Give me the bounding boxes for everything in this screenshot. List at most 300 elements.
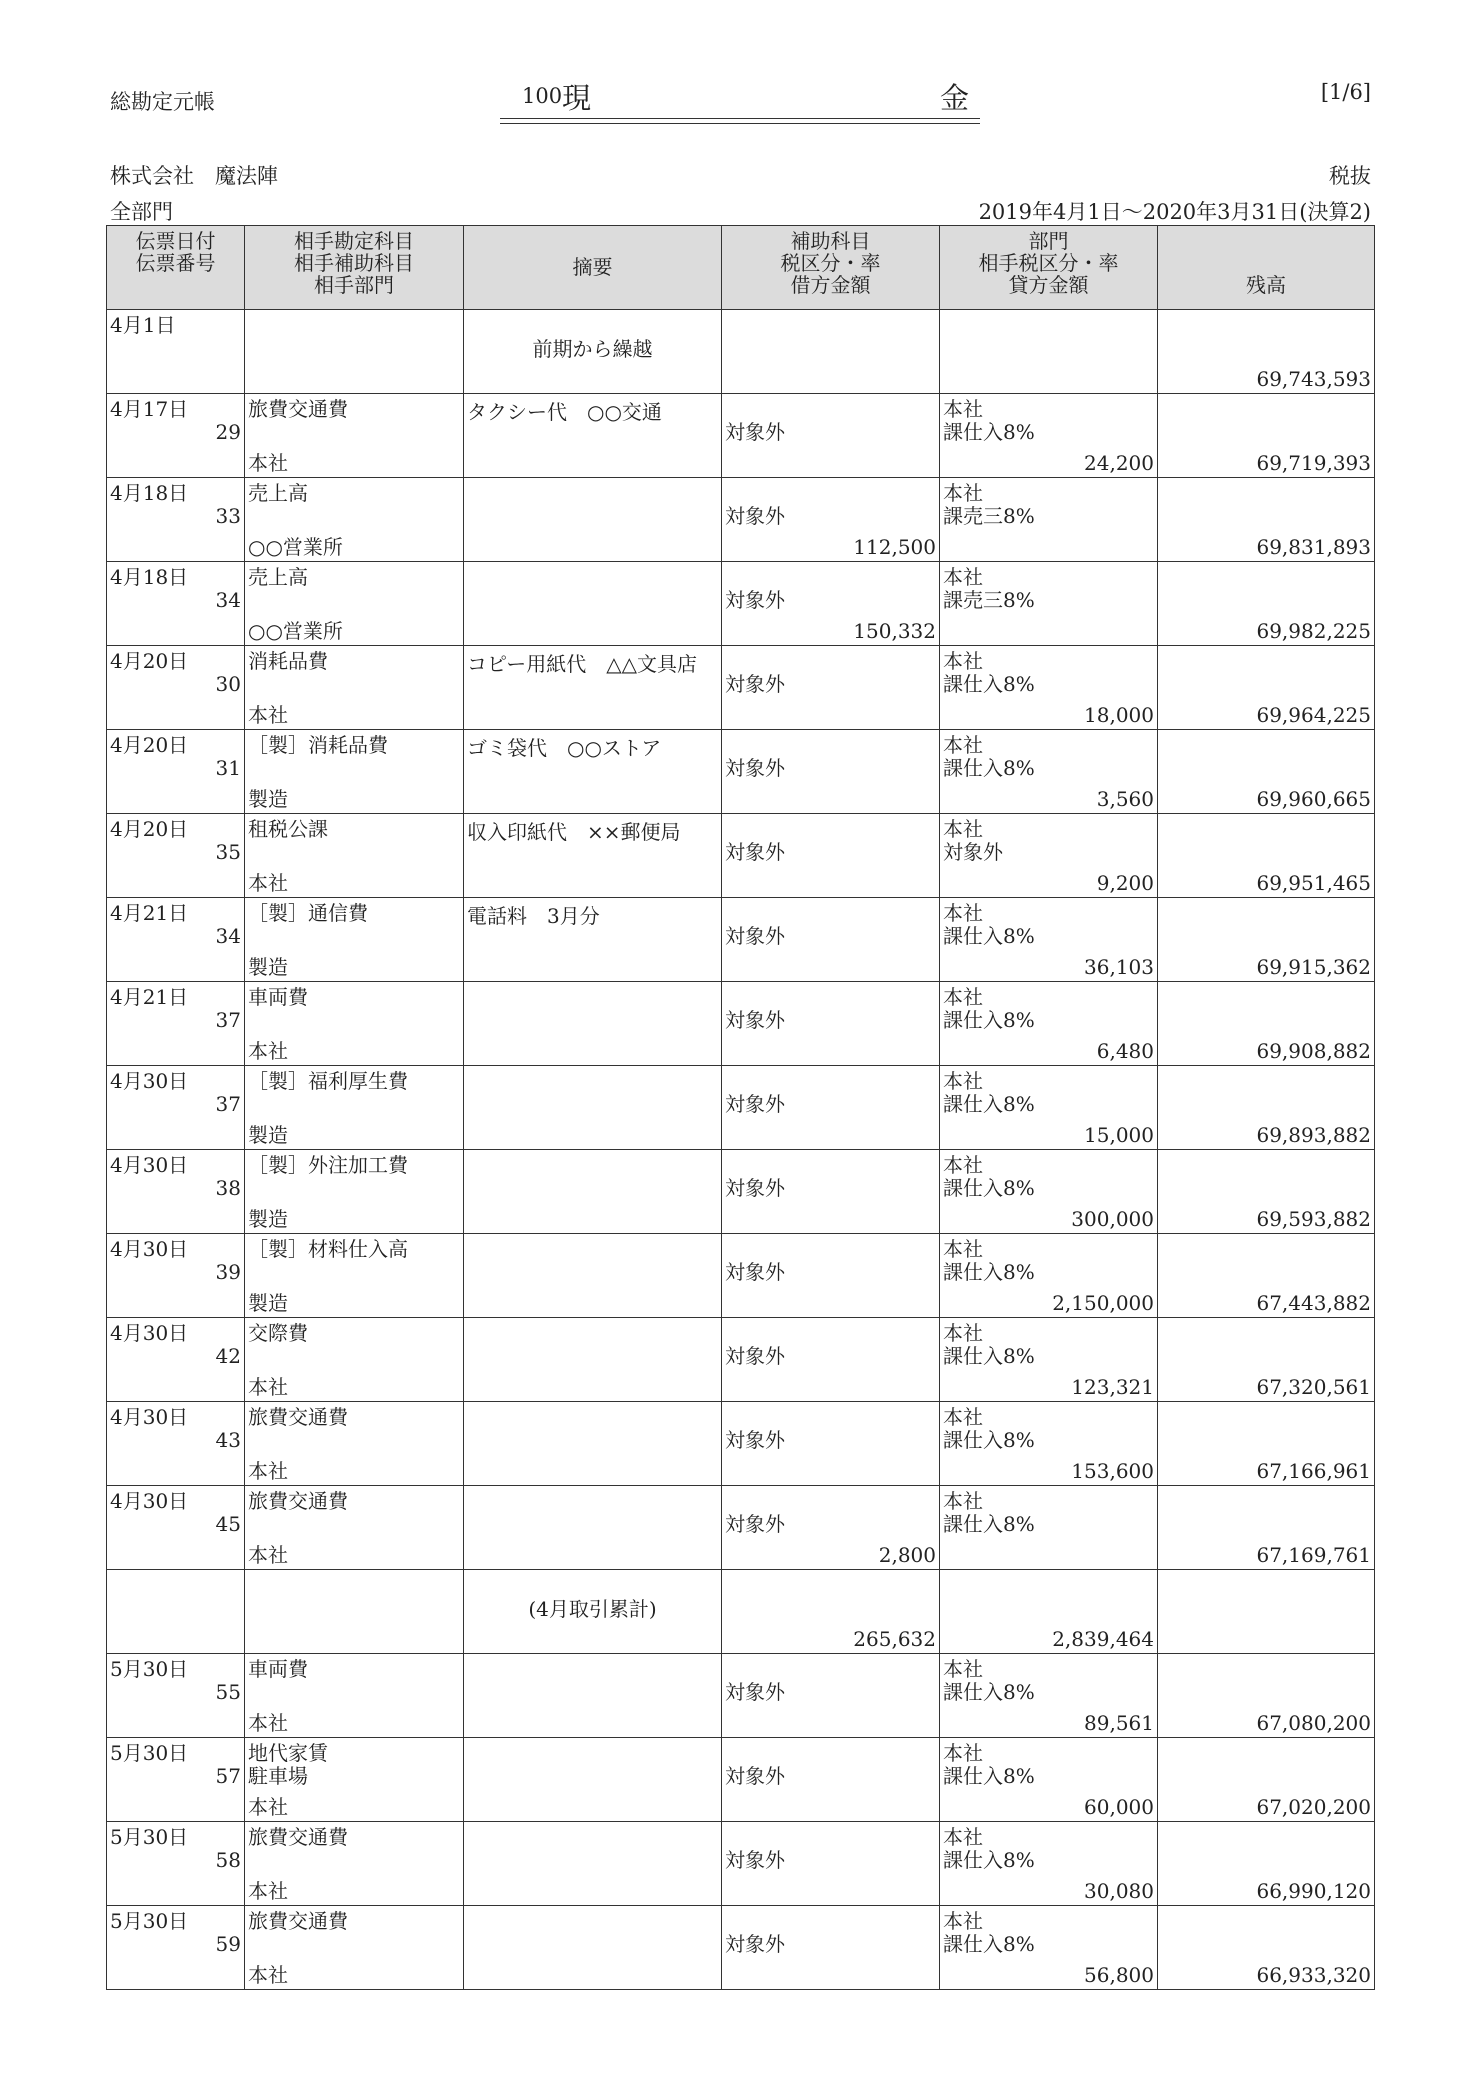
cell-debit bbox=[722, 1570, 940, 1654]
tax-category: 対象外 bbox=[725, 504, 785, 528]
cell-memo bbox=[464, 1822, 722, 1906]
memo-text: コピー用紙代 △△文具店 bbox=[467, 652, 697, 676]
voucher-date: 4月20日 bbox=[110, 649, 189, 673]
cell-credit bbox=[940, 1738, 1158, 1822]
counter-account: 旅費交通費 bbox=[248, 1909, 348, 1933]
credit-amount: 153,600 bbox=[1071, 1459, 1154, 1483]
balance-amount: 66,990,120 bbox=[1256, 1879, 1371, 1903]
cell-debit bbox=[722, 562, 940, 646]
cell-credit bbox=[940, 478, 1158, 562]
counter-tax-category: 課仕入8% bbox=[943, 1176, 1035, 1200]
header-label: 伝票番号 bbox=[135, 251, 216, 275]
department: 本社 bbox=[943, 1321, 983, 1345]
counter-account: ［製］材料仕入高 bbox=[248, 1237, 408, 1261]
counter-department: 本社 bbox=[248, 1543, 288, 1567]
account-name-2: 金 bbox=[940, 81, 970, 115]
counter-department: 本社 bbox=[248, 1375, 288, 1399]
cell-balance bbox=[1158, 1654, 1375, 1738]
voucher-number: 38 bbox=[215, 1176, 241, 1200]
cell-memo bbox=[464, 1150, 722, 1234]
cell-credit bbox=[940, 1234, 1158, 1318]
voucher-number: 42 bbox=[215, 1344, 241, 1368]
counter-department: 本社 bbox=[248, 703, 288, 727]
cell-date bbox=[107, 1822, 245, 1906]
counter-account: 旅費交通費 bbox=[248, 1489, 348, 1513]
cell-date bbox=[107, 1402, 245, 1486]
counter-department: 製造 bbox=[248, 1207, 288, 1231]
cell-credit bbox=[940, 1906, 1158, 1990]
table-row bbox=[107, 646, 1375, 730]
header-label: 借方金額 bbox=[790, 273, 871, 297]
cell-date bbox=[107, 478, 245, 562]
tax-category: 対象外 bbox=[725, 588, 785, 612]
credit-amount: 123,321 bbox=[1071, 1375, 1154, 1399]
counter-tax-category: 対象外 bbox=[943, 840, 1003, 864]
cell-memo bbox=[464, 310, 722, 394]
counter-sub-account: 駐車場 bbox=[248, 1764, 308, 1788]
header-label: 相手部門 bbox=[314, 273, 394, 297]
voucher-number: 31 bbox=[215, 756, 241, 780]
department: 本社 bbox=[943, 901, 983, 925]
credit-amount: 15,000 bbox=[1084, 1123, 1154, 1147]
counter-account: 旅費交通費 bbox=[248, 1825, 348, 1849]
debit-amount: 265,632 bbox=[853, 1627, 936, 1651]
cell-account bbox=[245, 1822, 464, 1906]
cell-memo bbox=[464, 1318, 722, 1402]
cell-credit bbox=[940, 814, 1158, 898]
cell-account bbox=[245, 1318, 464, 1402]
cell-balance bbox=[1158, 1402, 1375, 1486]
voucher-number: 37 bbox=[215, 1092, 241, 1116]
cell-debit bbox=[722, 1150, 940, 1234]
voucher-date: 4月18日 bbox=[110, 565, 189, 589]
cell-account bbox=[245, 1402, 464, 1486]
counter-account: 車両費 bbox=[248, 985, 308, 1009]
voucher-number: 34 bbox=[215, 588, 241, 612]
voucher-date: 4月30日 bbox=[110, 1489, 189, 1513]
table-row bbox=[107, 1402, 1375, 1486]
counter-account: 売上高 bbox=[248, 481, 308, 505]
tax-category: 対象外 bbox=[725, 1680, 785, 1704]
balance-amount: 69,893,882 bbox=[1256, 1123, 1371, 1147]
balance-amount: 67,020,200 bbox=[1256, 1795, 1371, 1819]
balance-amount: 67,443,882 bbox=[1256, 1291, 1371, 1315]
cell-debit bbox=[722, 1486, 940, 1570]
cell-date bbox=[107, 1486, 245, 1570]
voucher-date: 4月30日 bbox=[110, 1405, 189, 1429]
counter-account: 旅費交通費 bbox=[248, 1405, 348, 1429]
table-row bbox=[107, 1906, 1375, 1990]
department: 本社 bbox=[943, 1237, 983, 1261]
voucher-number: 29 bbox=[215, 420, 241, 444]
cell-date bbox=[107, 814, 245, 898]
balance-amount: 69,719,393 bbox=[1256, 451, 1371, 475]
cell-date bbox=[107, 1906, 245, 1990]
voucher-date: 4月20日 bbox=[110, 733, 189, 757]
counter-account: 租税公課 bbox=[248, 817, 328, 841]
cell-account bbox=[245, 310, 464, 394]
counter-tax-category: 課仕入8% bbox=[943, 1932, 1035, 1956]
cell-account bbox=[245, 730, 464, 814]
credit-amount: 3,560 bbox=[1096, 787, 1154, 811]
cell-date bbox=[107, 1318, 245, 1402]
account-name-1: 現 bbox=[562, 81, 592, 115]
table-row bbox=[107, 1486, 1375, 1570]
cell-balance bbox=[1158, 730, 1375, 814]
department: 本社 bbox=[943, 1153, 983, 1177]
counter-tax-category: 課仕入8% bbox=[943, 420, 1035, 444]
table-header-row bbox=[107, 226, 1375, 310]
col-balance-header bbox=[1158, 226, 1375, 310]
cell-memo bbox=[464, 814, 722, 898]
balance-amount: 67,169,761 bbox=[1256, 1543, 1371, 1567]
counter-department: 製造 bbox=[248, 1291, 288, 1315]
balance-amount: 67,320,561 bbox=[1256, 1375, 1371, 1399]
counter-tax-category: 課仕入8% bbox=[943, 1092, 1035, 1116]
table-row bbox=[107, 562, 1375, 646]
credit-amount: 30,080 bbox=[1084, 1879, 1154, 1903]
debit-amount: 2,800 bbox=[878, 1543, 936, 1567]
balance-amount: 67,166,961 bbox=[1256, 1459, 1371, 1483]
voucher-date: 5月30日 bbox=[110, 1825, 189, 1849]
cell-debit bbox=[722, 1402, 940, 1486]
table-row bbox=[107, 1066, 1375, 1150]
cell-date bbox=[107, 310, 245, 394]
department: 本社 bbox=[943, 397, 983, 421]
voucher-date: 4月18日 bbox=[110, 481, 189, 505]
credit-amount: 24,200 bbox=[1084, 451, 1154, 475]
cell-balance bbox=[1158, 1066, 1375, 1150]
cell-account bbox=[245, 1570, 464, 1654]
cell-credit bbox=[940, 1318, 1158, 1402]
cell-date bbox=[107, 394, 245, 478]
voucher-number: 39 bbox=[215, 1260, 241, 1284]
cell-debit bbox=[722, 730, 940, 814]
cell-memo bbox=[464, 646, 722, 730]
cell-balance bbox=[1158, 478, 1375, 562]
cell-account bbox=[245, 1486, 464, 1570]
department: 本社 bbox=[943, 481, 983, 505]
cell-balance bbox=[1158, 394, 1375, 478]
cell-debit bbox=[722, 478, 940, 562]
cell-credit bbox=[940, 730, 1158, 814]
header-label: 伝票日付 bbox=[135, 229, 216, 253]
title-underline-double bbox=[500, 123, 980, 124]
summary-row bbox=[107, 1570, 1375, 1654]
cell-balance bbox=[1158, 310, 1375, 394]
credit-amount: 6,480 bbox=[1096, 1039, 1154, 1063]
voucher-date: 4月30日 bbox=[110, 1321, 189, 1345]
cell-credit bbox=[940, 310, 1158, 394]
tax-category: 対象外 bbox=[725, 840, 785, 864]
cell-memo bbox=[464, 1738, 722, 1822]
credit-amount: 2,839,464 bbox=[1052, 1627, 1154, 1651]
cell-date bbox=[107, 1150, 245, 1234]
header-label: 相手勘定科目 bbox=[294, 229, 414, 253]
counter-department: 本社 bbox=[248, 871, 288, 895]
balance-amount: 69,908,882 bbox=[1256, 1039, 1371, 1063]
cell-debit bbox=[722, 898, 940, 982]
cell-debit bbox=[722, 1822, 940, 1906]
counter-tax-category: 課売三8% bbox=[943, 588, 1035, 612]
table-row bbox=[107, 478, 1375, 562]
department: 本社 bbox=[943, 649, 983, 673]
department: 本社 bbox=[943, 1825, 983, 1849]
cell-account bbox=[245, 1906, 464, 1990]
department: 本社 bbox=[943, 565, 983, 589]
cell-debit bbox=[722, 646, 940, 730]
table-row bbox=[107, 1654, 1375, 1738]
cell-account bbox=[245, 982, 464, 1066]
cell-date bbox=[107, 1066, 245, 1150]
col-credit-header bbox=[940, 226, 1158, 310]
counter-department: 本社 bbox=[248, 1039, 288, 1063]
cell-account bbox=[245, 646, 464, 730]
counter-account: ［製］外注加工費 bbox=[248, 1153, 408, 1177]
voucher-date: 4月30日 bbox=[110, 1153, 189, 1177]
cell-credit bbox=[940, 898, 1158, 982]
voucher-number: 58 bbox=[215, 1848, 241, 1872]
cell-memo bbox=[464, 478, 722, 562]
cell-account bbox=[245, 1150, 464, 1234]
cell-credit bbox=[940, 1822, 1158, 1906]
cell-credit bbox=[940, 1486, 1158, 1570]
voucher-number: 37 bbox=[215, 1008, 241, 1032]
department: 本社 bbox=[943, 817, 983, 841]
tax-category: 対象外 bbox=[725, 1512, 785, 1536]
counter-department: 製造 bbox=[248, 787, 288, 811]
tax-category: 対象外 bbox=[725, 1176, 785, 1200]
counter-department: 本社 bbox=[248, 1795, 288, 1819]
voucher-date: 4月30日 bbox=[110, 1237, 189, 1261]
voucher-number: 34 bbox=[215, 924, 241, 948]
tax-category: 対象外 bbox=[725, 1092, 785, 1116]
counter-tax-category: 課仕入8% bbox=[943, 1344, 1035, 1368]
cell-credit bbox=[940, 394, 1158, 478]
counter-tax-category: 課仕入8% bbox=[943, 1428, 1035, 1452]
cell-credit bbox=[940, 646, 1158, 730]
voucher-number: 35 bbox=[215, 840, 241, 864]
cell-account bbox=[245, 1234, 464, 1318]
cell-date bbox=[107, 1738, 245, 1822]
credit-amount: 9,200 bbox=[1096, 871, 1154, 895]
cell-balance bbox=[1158, 1234, 1375, 1318]
tax-category: 対象外 bbox=[725, 672, 785, 696]
credit-amount: 60,000 bbox=[1084, 1795, 1154, 1819]
voucher-number: 43 bbox=[215, 1428, 241, 1452]
voucher-number: 59 bbox=[215, 1932, 241, 1956]
counter-account: 交際費 bbox=[248, 1321, 308, 1345]
col-debit-header bbox=[722, 226, 940, 310]
voucher-number: 45 bbox=[215, 1512, 241, 1536]
cell-memo bbox=[464, 982, 722, 1066]
cell-memo bbox=[464, 1234, 722, 1318]
counter-account: 消耗品費 bbox=[248, 649, 328, 673]
cell-date bbox=[107, 562, 245, 646]
credit-amount: 56,800 bbox=[1084, 1963, 1154, 1987]
table-row bbox=[107, 1150, 1375, 1234]
balance-amount: 69,743,593 bbox=[1256, 367, 1371, 391]
company-name: 株式会社 魔法陣 bbox=[110, 164, 278, 188]
cell-date bbox=[107, 1234, 245, 1318]
tax-category: 対象外 bbox=[725, 1932, 785, 1956]
cell-balance bbox=[1158, 1738, 1375, 1822]
cell-credit bbox=[940, 1570, 1158, 1654]
summary-label: (4月取引累計) bbox=[528, 1597, 657, 1621]
header-label: 部門 bbox=[1028, 229, 1069, 253]
cell-account bbox=[245, 562, 464, 646]
memo-text: 前期から繰越 bbox=[532, 337, 653, 361]
counter-department: 本社 bbox=[248, 1879, 288, 1903]
title-underline bbox=[500, 118, 980, 119]
voucher-date: 4月1日 bbox=[110, 313, 176, 337]
cell-balance bbox=[1158, 1822, 1375, 1906]
memo-text: 電話料 3月分 bbox=[467, 904, 600, 928]
debit-amount: 150,332 bbox=[853, 619, 936, 643]
credit-amount: 36,103 bbox=[1084, 955, 1154, 979]
cell-account bbox=[245, 478, 464, 562]
balance-amount: 66,933,320 bbox=[1256, 1963, 1371, 1987]
cell-balance bbox=[1158, 1486, 1375, 1570]
cell-balance bbox=[1158, 1318, 1375, 1402]
counter-account: 地代家賃 bbox=[248, 1741, 328, 1765]
counter-tax-category: 課売三8% bbox=[943, 504, 1035, 528]
memo-text: タクシー代 ○○交通 bbox=[467, 400, 662, 424]
cell-account bbox=[245, 1654, 464, 1738]
voucher-date: 5月30日 bbox=[110, 1741, 189, 1765]
voucher-date: 5月30日 bbox=[110, 1909, 189, 1933]
department: 本社 bbox=[943, 1657, 983, 1681]
department: 本社 bbox=[943, 1405, 983, 1429]
ledger-title: 総勘定元帳 bbox=[110, 90, 215, 114]
header-label: 残高 bbox=[1246, 273, 1286, 297]
tax-category: 対象外 bbox=[725, 1848, 785, 1872]
cell-memo bbox=[464, 562, 722, 646]
cell-date bbox=[107, 646, 245, 730]
cell-date bbox=[107, 1654, 245, 1738]
department: 本社 bbox=[943, 1069, 983, 1093]
counter-account: ［製］福利厚生費 bbox=[248, 1069, 408, 1093]
cell-date bbox=[107, 898, 245, 982]
cell-credit bbox=[940, 982, 1158, 1066]
col-date-header bbox=[107, 226, 245, 310]
balance-amount: 69,960,665 bbox=[1256, 787, 1371, 811]
cell-debit bbox=[722, 394, 940, 478]
counter-tax-category: 課仕入8% bbox=[943, 672, 1035, 696]
balance-amount: 69,982,225 bbox=[1256, 619, 1371, 643]
memo-text: ゴミ袋代 ○○ストア bbox=[467, 736, 662, 760]
tax-category: 対象外 bbox=[725, 1008, 785, 1032]
header-label: 貸方金額 bbox=[1008, 273, 1089, 297]
tax-category: 対象外 bbox=[725, 1428, 785, 1452]
cell-memo bbox=[464, 1906, 722, 1990]
counter-account: ［製］通信費 bbox=[248, 901, 368, 925]
cell-balance bbox=[1158, 814, 1375, 898]
voucher-date: 4月30日 bbox=[110, 1069, 189, 1093]
debit-amount: 112,500 bbox=[853, 535, 936, 559]
cell-account bbox=[245, 1066, 464, 1150]
balance-amount: 69,915,362 bbox=[1256, 955, 1371, 979]
counter-department: ○○営業所 bbox=[248, 535, 343, 559]
table-row bbox=[107, 730, 1375, 814]
voucher-date: 5月30日 bbox=[110, 1657, 189, 1681]
balance-amount: 67,080,200 bbox=[1256, 1711, 1371, 1735]
memo-text: 収入印紙代 ××郵便局 bbox=[467, 820, 681, 844]
tax-category: 対象外 bbox=[725, 1344, 785, 1368]
table-row bbox=[107, 898, 1375, 982]
cell-account bbox=[245, 394, 464, 478]
voucher-date: 4月21日 bbox=[110, 985, 189, 1009]
counter-tax-category: 課仕入8% bbox=[943, 1008, 1035, 1032]
credit-amount: 300,000 bbox=[1071, 1207, 1154, 1231]
header-label: 摘要 bbox=[572, 255, 613, 279]
header-label: 相手補助科目 bbox=[294, 251, 414, 275]
cell-credit bbox=[940, 1150, 1158, 1234]
table-row bbox=[107, 1822, 1375, 1906]
cell-credit bbox=[940, 1654, 1158, 1738]
cell-memo bbox=[464, 1486, 722, 1570]
cell-balance bbox=[1158, 1570, 1375, 1654]
cell-memo bbox=[464, 898, 722, 982]
counter-account: 旅費交通費 bbox=[248, 397, 348, 421]
counter-tax-category: 課仕入8% bbox=[943, 924, 1035, 948]
department: 本社 bbox=[943, 1741, 983, 1765]
cell-debit bbox=[722, 1066, 940, 1150]
voucher-number: 57 bbox=[215, 1764, 241, 1788]
balance-amount: 69,964,225 bbox=[1256, 703, 1371, 727]
cell-debit bbox=[722, 814, 940, 898]
cell-credit bbox=[940, 562, 1158, 646]
table-row bbox=[107, 1318, 1375, 1402]
voucher-date: 4月20日 bbox=[110, 817, 189, 841]
voucher-number: 55 bbox=[215, 1680, 241, 1704]
credit-amount: 18,000 bbox=[1084, 703, 1154, 727]
balance-amount: 69,951,465 bbox=[1256, 871, 1371, 895]
department: 本社 bbox=[943, 733, 983, 757]
cell-debit bbox=[722, 1318, 940, 1402]
counter-department: 本社 bbox=[248, 451, 288, 475]
tax-category: 対象外 bbox=[725, 1260, 785, 1284]
voucher-number: 33 bbox=[215, 504, 241, 528]
cell-memo bbox=[464, 1570, 722, 1654]
counter-tax-category: 課仕入8% bbox=[943, 1764, 1035, 1788]
counter-tax-category: 課仕入8% bbox=[943, 1848, 1035, 1872]
department: 本社 bbox=[943, 985, 983, 1009]
header-label: 相手税区分・率 bbox=[978, 251, 1119, 275]
counter-tax-category: 課仕入8% bbox=[943, 1512, 1035, 1536]
page-number: [1/6] bbox=[1320, 80, 1371, 104]
counter-tax-category: 課仕入8% bbox=[943, 1680, 1035, 1704]
cell-memo bbox=[464, 394, 722, 478]
table-row bbox=[107, 982, 1375, 1066]
header-label: 補助科目 bbox=[790, 229, 871, 253]
cell-credit bbox=[940, 1402, 1158, 1486]
table-row bbox=[107, 394, 1375, 478]
table-row bbox=[107, 814, 1375, 898]
department: 本社 bbox=[943, 1489, 983, 1513]
cell-credit bbox=[940, 1066, 1158, 1150]
counter-department: 本社 bbox=[248, 1711, 288, 1735]
cell-date bbox=[107, 982, 245, 1066]
credit-amount: 89,561 bbox=[1084, 1711, 1154, 1735]
tax-category: 対象外 bbox=[725, 756, 785, 780]
cell-debit bbox=[722, 1738, 940, 1822]
balance-amount: 69,593,882 bbox=[1256, 1207, 1371, 1231]
account-title bbox=[500, 72, 980, 124]
cell-memo bbox=[464, 730, 722, 814]
voucher-date: 4月21日 bbox=[110, 901, 189, 925]
cell-balance bbox=[1158, 646, 1375, 730]
